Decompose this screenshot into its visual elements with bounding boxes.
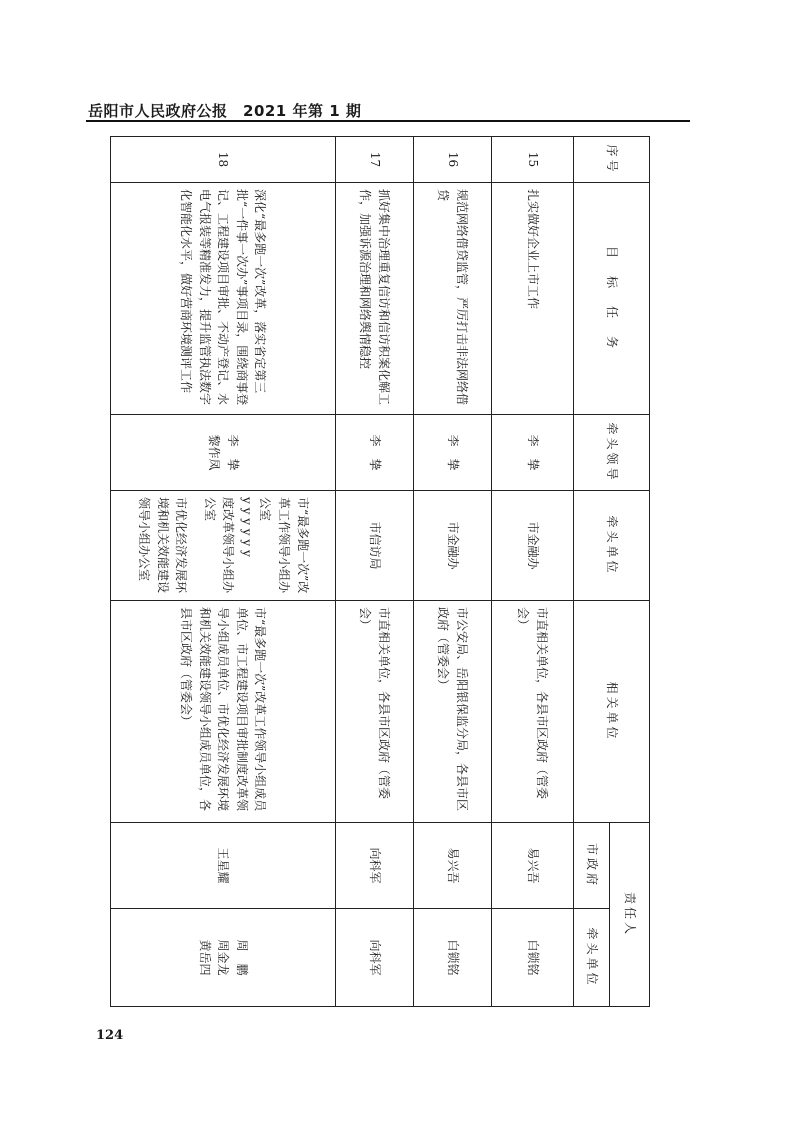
header-seq: 序号 [574,137,650,183]
resp-lead-unit-line: 周 鹏 [234,939,249,976]
lead-unit-line: 度改革领导小组办公室 [202,497,236,594]
table-row [111,137,336,1007]
cell-resp-city: 王星耀 [111,823,336,909]
table-header-row [610,137,650,1007]
cell-seq: 17 [336,137,414,183]
header-resp-city: 市政府 [574,823,610,909]
cell-task: 扎实做好企业上市工作 [492,183,574,415]
table-row [414,137,492,1007]
lead-leader-line: 李 挚 [225,434,240,471]
cell-resp-lead-unit: 向科军 [336,909,414,1007]
resp-lead-unit-line: 黄岳四 [197,939,212,976]
cell-lead-leader [111,415,336,491]
header-title: 岳阳市人民政府公报 2021 年第 1 期 [88,102,362,120]
table-row [492,137,574,1007]
cell-resp-city: 易兴吾 [414,823,492,909]
header-rule [86,120,690,122]
cell-lead-unit: 市金融办 [414,491,492,601]
cell-related-units: 市“最多跑一次”改革工作领导小组成员单位、市工程建设项目审批制度改革领导小组成员单位、市优化经济发展环境和机关效能建设领导小组成员单位，各县市区政府（管委会） [111,601,336,823]
page-number: 124 [96,1028,124,1043]
header-resp-lead-unit: 牵头单位 [574,909,610,1007]
header-responsible: 责任人 [610,823,650,1007]
cell-resp-lead-unit [111,909,336,1007]
cell-related-units: 市直相关单位，各县市区政府（管委会） [492,601,574,823]
cell-resp-lead-unit: 白锁铭 [492,909,574,1007]
lead-unit-line: 市“最多跑一次”改革工作领导小组办公室 [258,497,310,594]
lead-leader-line: 黎作凤 [207,434,221,471]
cell-task: 抓好集中治理重复信访和信访积案化解工作，加强诉源治理和网络舆情稳控 [336,183,414,415]
cell-lead-unit: 市金融办 [492,491,574,601]
header-task: 目 标 任 务 [574,183,650,415]
cell-lead-leader: 李 挚 [492,415,574,491]
cell-seq: 16 [414,137,492,183]
cell-resp-city: 易兴吾 [492,823,574,909]
cell-task: 深化“最多跑一次”改革，落实省定第三批“一件事一次办”事项目录，围绕商事登记、工程建设项目审批、不动产登记、水电气报装等精准发力，提升监管执法数字化智能化水平，做好营商环境测评工作 [111,183,336,415]
task-table [110,136,650,1007]
cell-related-units: 市直相关单位，各县市区政府（管委会） [336,601,414,823]
header-related-units: 相关单位 [574,601,650,823]
resp-lead-unit-line: 周金龙 [216,939,231,976]
cell-lead-unit [111,491,336,601]
header-lead-unit: 牵头单位 [574,491,650,601]
cell-lead-leader: 李 挚 [414,415,492,491]
lead-unit-line: 市优化经济发展环境和机关效能建设领导小组办公室 [136,497,189,594]
cell-task: 规范网络借贷监管，严厉打击非法网络借贷 [414,183,492,415]
cell-seq: 18 [111,137,336,183]
task-table-wrapper [110,136,650,1006]
cell-lead-unit: 市信访局 [336,491,414,601]
cell-seq: 15 [492,137,574,183]
table-row [336,137,414,1007]
cell-resp-city: 向科军 [336,823,414,909]
cell-related-units: 市公安局、岳阳银保监分局，各县市区政府（管委会） [414,601,492,823]
cell-lead-leader: 李 挚 [336,415,414,491]
lead-unit-noise: y y y y y y [239,497,254,557]
task-table-rotated [110,136,650,1006]
spacer [190,497,200,594]
header-lead-leader: 牵头领导 [574,415,650,491]
cell-resp-lead-unit: 白锁铭 [414,909,492,1007]
